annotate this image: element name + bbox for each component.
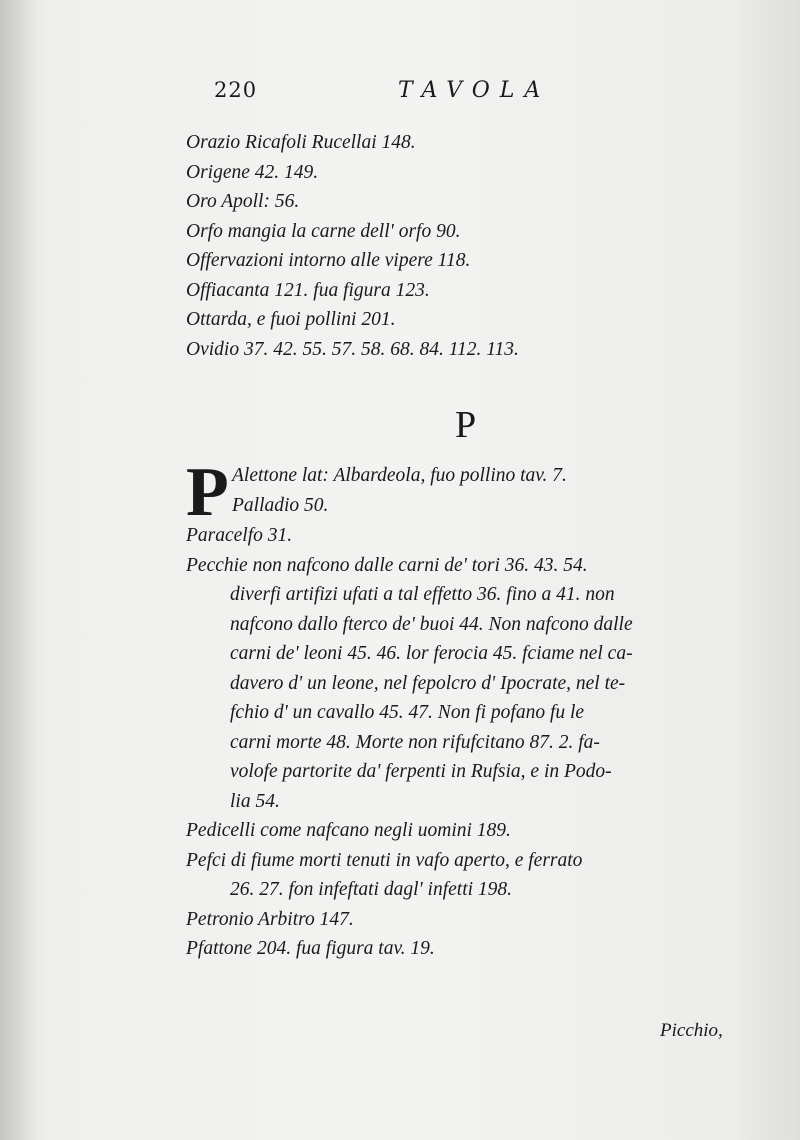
index-entry-continuation: lia 54. (230, 790, 280, 812)
running-title: TAVOLA (398, 78, 551, 103)
index-entries-p (186, 521, 766, 964)
index-entry: Paracelfo 31. (186, 525, 293, 546)
index-entry: Ottarda, e fuoi pollini 201. (186, 309, 396, 330)
index-entry: Petronio Arbitro 147. (186, 908, 354, 930)
index-entry-continuation: volofe partorite da' ferpenti in Rufsia, e in Podo- (230, 761, 612, 782)
index-entry: Orazio Ricafoli Rucellai 148. (186, 132, 416, 153)
page-header (0, 78, 800, 108)
catchword: Picchio, (660, 1020, 723, 1041)
index-entry-continuation: diverfi artifizi ufati a tal effetto 36. fino a 41. non (230, 584, 615, 605)
index-entry: Offervazioni intorno alle vipere 118. (186, 250, 471, 271)
page-edge-shadow (0, 0, 38, 1140)
index-entry-continuation: carni morte 48. Morte non rifufcitano 87. 2. fa- (230, 731, 600, 753)
index-entry: Ovidio 37. 42. 55. 57. 58. 68. 84. 112. 113. (186, 338, 519, 360)
index-entry-continuation: 26. 27. fon infeftati dagl' infetti 198. (230, 879, 513, 900)
page-number: 220 (214, 78, 258, 102)
index-entry-continuation: fchio d' un cavallo 45. 47. Non fi pofano fu le (230, 702, 585, 723)
index-entry: Pedicelli come nafcano negli uomini 189. (186, 820, 511, 841)
index-entry: Pefci di fiume morti tenuti in vafo aperto, e ferrato (186, 849, 583, 871)
section-letter-heading: P (455, 404, 477, 446)
index-entry: Origene 42. 149. (186, 161, 319, 183)
dropcap-entries (232, 461, 567, 520)
index-entries-o (186, 128, 766, 364)
index-entry-continuation: nafcono dallo fterco de' buoi 44. Non nafcono dalle (230, 613, 633, 635)
index-entry-continuation: carni de' leoni 45. 46. lor ferocia 45. fciame nel ca- (230, 643, 633, 664)
index-entry: Pfattone 204. fua figura tav. 19. (186, 938, 435, 959)
index-entry: Alettone lat: Albardeola, fuo pollino tav. 7. (232, 465, 567, 486)
dropcap-letter: P (186, 454, 229, 531)
index-entry: Offiacanta 121. fua figura 123. (186, 279, 430, 301)
index-entry: Oro Apoll: 56. (186, 191, 300, 212)
index-entry: Orfo mangia la carne dell' orfo 90. (186, 220, 461, 242)
index-entry: Pecchie non nafcono dalle carni de' tori 36. 43. 54. (186, 554, 588, 576)
index-entry: Palladio 50. (232, 494, 329, 516)
index-entry-continuation: davero d' un leone, nel fepolcro d' Ipocrate, nel te- (230, 672, 626, 694)
